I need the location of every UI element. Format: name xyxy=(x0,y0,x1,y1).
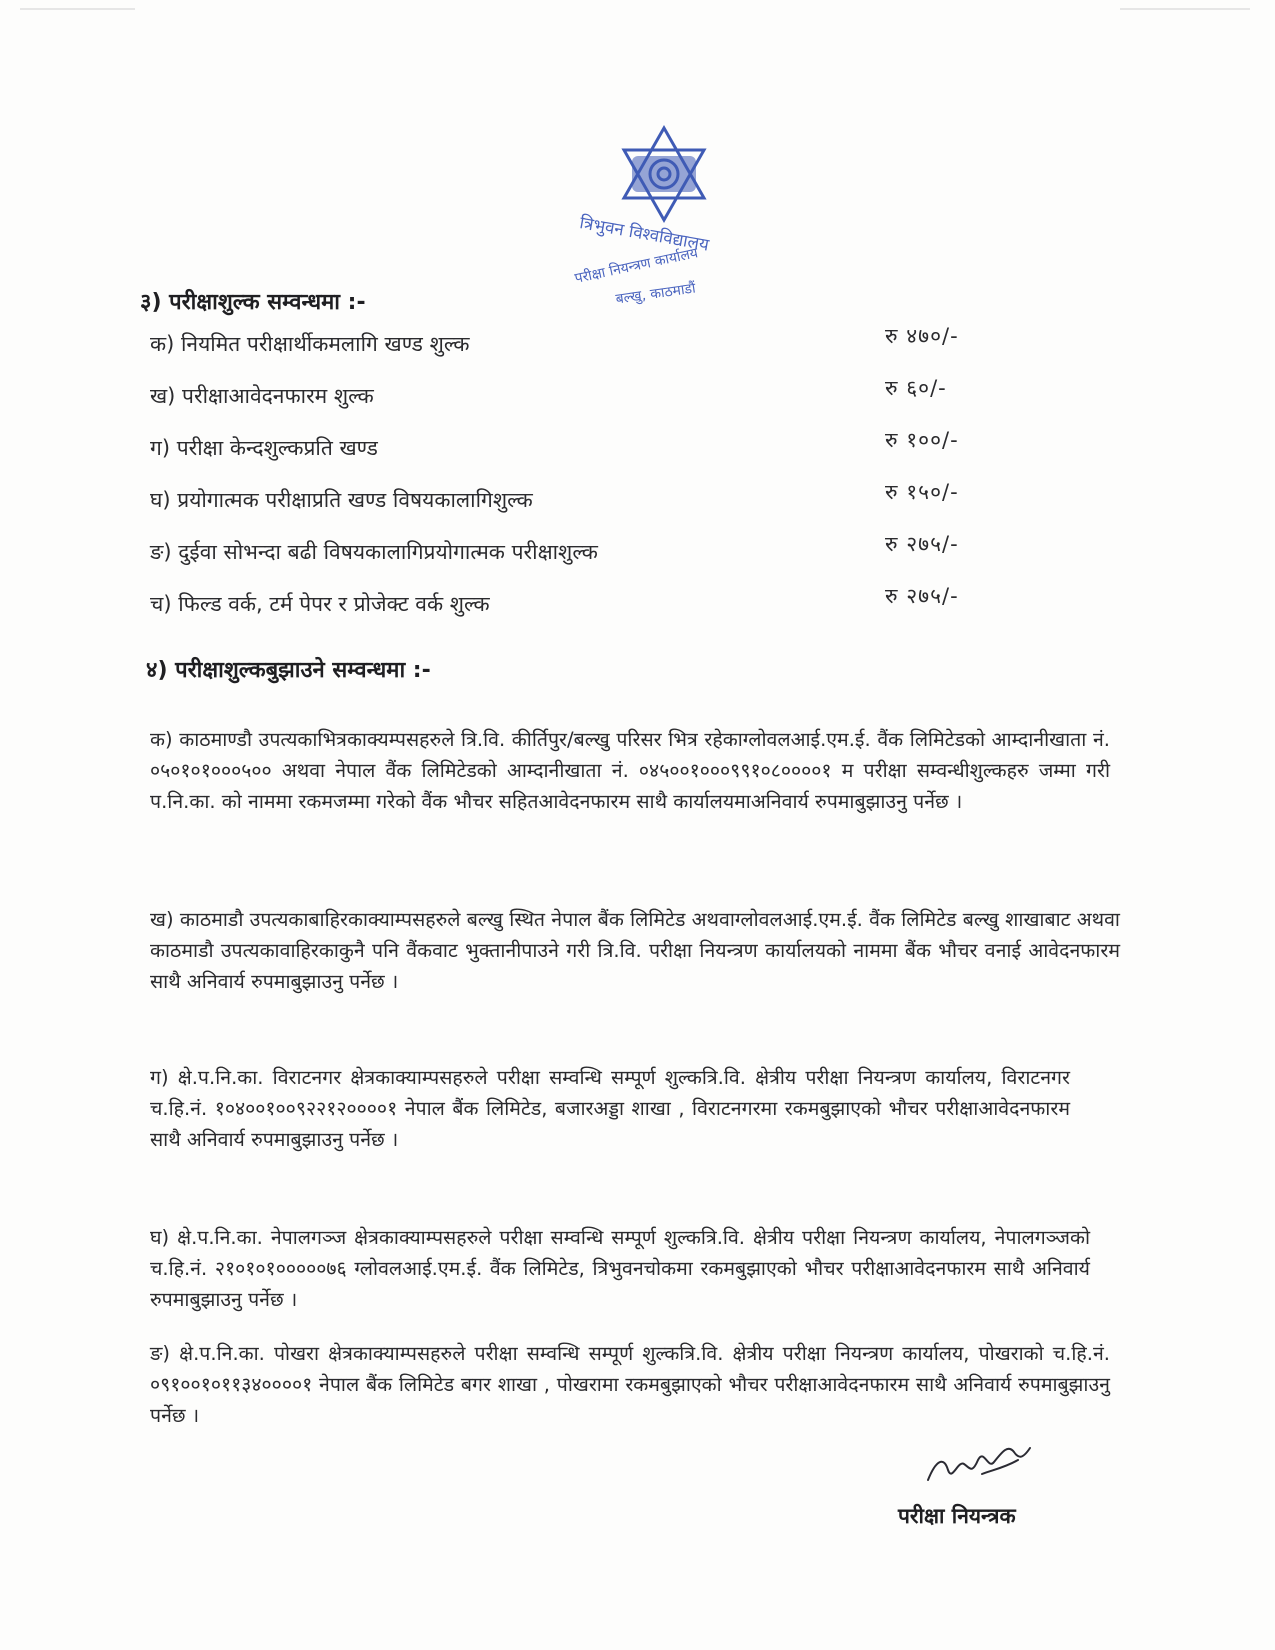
payment-paragraph: ग) क्षे.प.नि.का. विराटनगर क्षेत्रकाक्याम्पसहरुले परीक्षा सम्वन्धि सम्पूर्ण शुल्कत्रि.वि. क्षेत्रीय परीक्षा नियन्त्रण कार्यालय, विराटनगर च.हि.नं. १०४००१००९२२१२००००१ नेपाल बैंक लिमिटेड, बजारअड्डा शाखा , विराटनगरमा रकमबुझाएको भौचर परीक्षाआवेदनफारम साथै अनिवार्य रुपमाबुझाउनु पर्नेछ । xyxy=(150,1065,1070,1151)
fee-label: घ) प्रयोगात्मक परीक्षाप्रति खण्ड विषयकालागिशुल्क xyxy=(150,488,533,512)
signature-icon xyxy=(922,1430,1042,1490)
fee-row xyxy=(150,530,990,570)
section-4-heading: ४) परीक्षाशुल्कबुझाउने सम्वन्धमा :- xyxy=(146,658,431,683)
payment-paragraph: ङ) क्षे.प.नि.का. पोखरा क्षेत्रकाक्याम्पसहरुले परीक्षा सम्वन्धि सम्पूर्ण शुल्कत्रि.वि. क्षेत्रीय परीक्षा नियन्त्रण कार्यालय, पोखराको च.हि.नं. ०९१००१०११३४००००१ नेपाल बैंक लिमिटेड बगर शाखा , पोखरामा रकमबुझाएको भौचर परीक्षाआवेदनफारम साथै अनिवार्य रुपमाबुझाउनु पर्नेछ । xyxy=(150,1341,1110,1427)
fee-amount: रु २७५/- xyxy=(885,584,959,608)
fee-label: च) फिल्ड वर्क, टर्म पेपर र प्रोजेक्ट वर्क शुल्क xyxy=(150,592,490,616)
fee-label: ग) परीक्षा केन्दशुल्कप्रति खण्ड xyxy=(150,436,378,460)
scan-mark xyxy=(1120,8,1250,10)
fee-label: ङ) दुईवा सोभन्दा बढी विषयकालागिप्रयोगात्मक परीक्षाशुल्क xyxy=(150,540,598,564)
fee-row xyxy=(150,322,990,362)
fee-label: क) नियमित परीक्षार्थीकमलागि खण्ड शुल्क xyxy=(150,332,470,356)
scan-mark xyxy=(20,8,135,10)
fee-amount: रु २७५/- xyxy=(885,532,959,556)
svg-text:बल्खु, काठमाडौं: बल्खु, काठमाडौं xyxy=(614,280,697,308)
signatory-title: परीक्षा नियन्त्रक xyxy=(898,1504,1016,1528)
fee-amount: रु ४७०/- xyxy=(885,324,959,348)
section-3-heading: ३) परीक्षाशुल्क सम्वन्धमा :- xyxy=(140,290,366,315)
fee-amount: रु १५०/- xyxy=(885,480,959,504)
university-seal-icon xyxy=(573,128,796,323)
payment-paragraph: ख) काठमाडौ उपत्यकाबाहिरकाक्याम्पसहरुले बल्खु स्थित नेपाल बैंक लिमिटेड अथवाग्लोवलआई.एम.ई. वैंक लिमिटेड बल्खु शाखाबाट अथवा काठमाडौ उपत्यकावाहिरकाकुनै पनि वैंकवाट भुक्तानीपाउने गरी त्रि.वि. परीक्षा नियन्त्रण कार्यालयको नाममा बैंक भौचर वनाई आवेदनफारम साथै अनिवार्य रुपमाबुझाउनु पर्नेछ । xyxy=(150,907,1120,993)
svg-text:त्रिभुवन विश्वविद्यालय: त्रिभुवन विश्वविद्यालय xyxy=(578,213,711,256)
fee-row xyxy=(150,582,990,622)
payment-paragraph: क) काठमाण्डौ उपत्यकाभित्रकाक्यम्पसहरुले त्रि.वि. कीर्तिपुर/बल्खु परिसर भित्र रहेकाग्लोवलआई.एम.ई. वैंक लिमिटेडको आम्दानीखाता नं. ०५०१०१०००५०० अथवा नेपाल वैंक लिमिटेडको आम्दानीखाता नं. ०४५००१०००९९१०८००००१ म परीक्षा सम्वन्धीशुल्कहरु जम्मा गरी प.नि.का. को नाममा रकमजम्मा गरेको वैंक भौचर सहितआवेदनफारम साथै कार्यालयमाअनिवार्य रुपमाबुझाउनु पर्नेछ । xyxy=(150,727,1110,813)
fee-amount: रु ६०/- xyxy=(885,376,947,400)
svg-text:परीक्षा नियन्त्रण कार्यालय: परीक्षा नियन्त्रण कार्यालय xyxy=(573,245,700,287)
fee-row xyxy=(150,374,990,414)
fee-row xyxy=(150,478,990,518)
payment-paragraph: घ) क्षे.प.नि.का. नेपालगञ्ज क्षेत्रकाक्याम्पसहरुले परीक्षा सम्वन्धि सम्पूर्ण शुल्कत्रि.वि. क्षेत्रीय परीक्षा नियन्त्रण कार्यालय, नेपालगञ्जको च.हि.नं. २१०१०१०००००७६ ग्लोवलआई.एम.ई. वैंक लिमिटेड, त्रिभुवनचोकमा रकमबुझाएको भौचर परीक्षाआवेदनफारम साथै अनिवार्य रुपमाबुझाउनु पर्नेछ । xyxy=(150,1225,1090,1311)
fee-label: ख) परीक्षाआवेदनफारम शुल्क xyxy=(150,384,374,408)
fee-row xyxy=(150,426,990,466)
fee-amount: रु १००/- xyxy=(885,428,959,452)
